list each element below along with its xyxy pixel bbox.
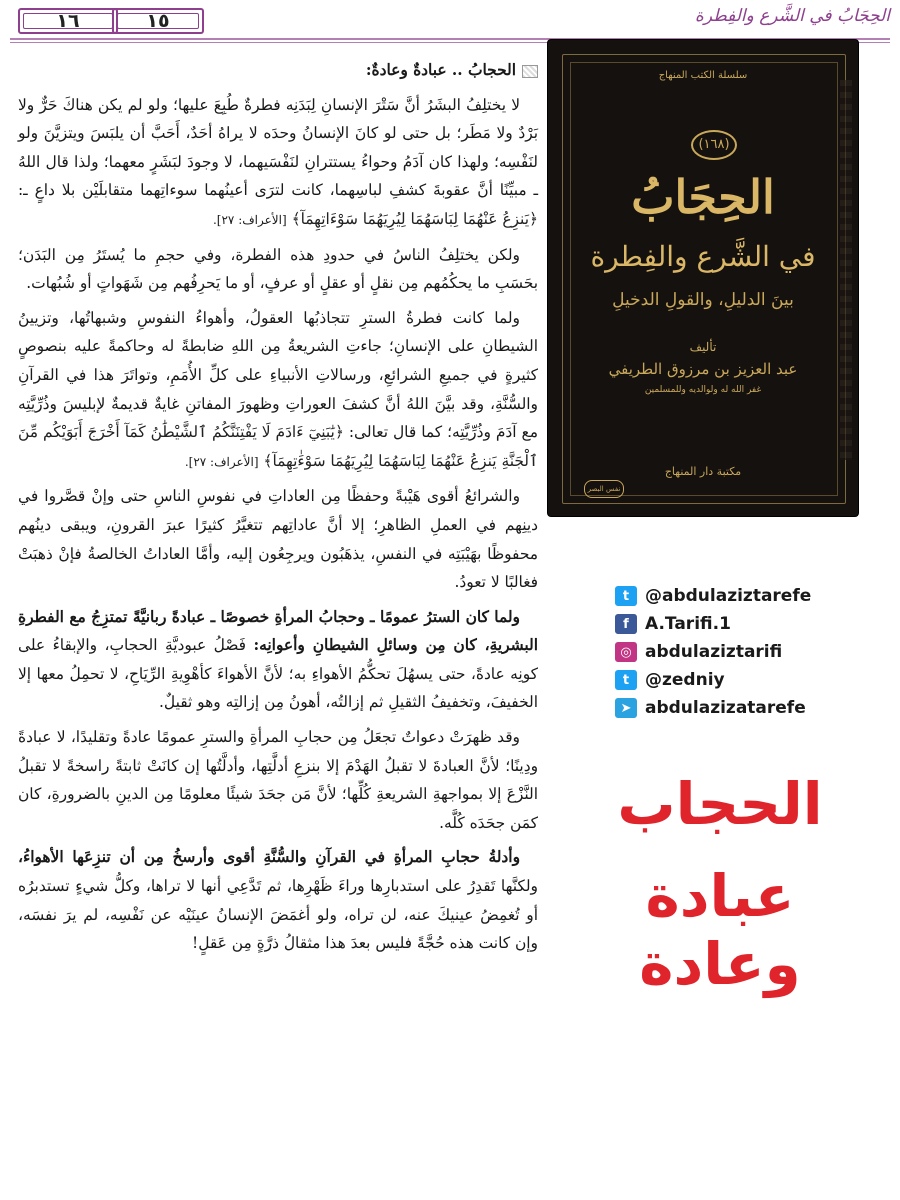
page-number-left-text: ١٦ (56, 10, 80, 32)
paragraph-5-text: فَصْلُ عبوديَّةِ الحجابِ، والإبقاءُ على كونِه عادةً، حتى يسهُلَ تحكُّمُ الأهواءِ به؛ لأنَّ الأهواءَ كأهْوِيةِ الرِّيَاحِ، لا تحمِلُ معها إلا الخفيفَ، وتخفيفُ الثقيلِ ثم إزالتُه، أهونُ مِن إزالتِه وهو ثقيلٌ. (18, 636, 538, 712)
twitter-icon: t (615, 670, 637, 690)
cover-author: عبد العزيز بن مرزوق الطريفي (608, 360, 798, 378)
social-row-instagram[interactable] (615, 639, 885, 665)
instagram-icon: ◎ (615, 642, 637, 662)
facebook-icon: f (615, 614, 637, 634)
caption-line-1: الحجاب (617, 770, 823, 838)
paragraph-4: والشرائعُ أقوى هَيْبةً وحفظًا مِن العاداتِ في نفوسِ الناسِ حتى وإنْ قصَّروا في دينِهم في العملِ الظاهرِ؛ إلا أنَّ عاداتِهم تتغيَّرُ كثيرًا عبرَ القرونِ، ويبقى دينُهم محفوظًا بهَيْبَتِه في النفسِ، يذهَبُون ويرجِعُون إليه، وأمَّا العاداتُ الخالصةُ فإنْ ذهبَتْ فغالبًا لا تعودُ. (18, 487, 538, 592)
verse-2: ﴿يَٰبَنِيٓ ءَادَمَ لَا يَفْتِنَنَّكُمُ ٱلشَّيْطَٰنُ كَمَآ أَخْرَجَ أَبَوَيْكُم مِّنَ ٱلْجَنَّةِ يَنزِعُ عَنْهُمَا لِبَاسَهُمَا لِيُرِيَهُمَا سَوْءَٰتِهِمَآ﴾ (18, 423, 538, 470)
paragraph-5-bold: ولما كان السترُ عمومًا ـ وحجابُ المرأةِ خصوصًا ـ عبادةً ربانيَّةً تمتزِجُ مع الفطرةِ البشريةِ، كان مِن وسائلِ الشيطانِ وأعوانِه: (18, 607, 539, 655)
social-row-twitter-2[interactable] (615, 667, 885, 693)
paragraph-5 (18, 603, 538, 717)
twitter-icon: t (615, 586, 637, 606)
social-row-telegram[interactable] (615, 695, 885, 721)
page-number-left (18, 8, 118, 34)
twitter-handle[interactable]: @abdulaziztarefe (645, 586, 812, 606)
section-marker-icon (522, 65, 538, 78)
cover-author-info: غفر الله له ولوالديه وللمسلمين (644, 385, 762, 395)
facebook-handle[interactable]: A.Tarifi.1 (645, 614, 731, 634)
paragraph-3 (18, 304, 538, 477)
section-heading-text: الحجابُ .. عبادةٌ وعادةٌ: (365, 61, 516, 79)
cover-series: سلسلة الكتب المنهاج (658, 70, 748, 81)
verse-ref-1: [الأعراف: ٢٧]. (212, 212, 287, 227)
cover-publisher: مكتبة دار المنهاج (664, 465, 742, 478)
cover-title: الحِجَابُ (631, 170, 775, 224)
caption-line-2: عبادة وعادة (639, 862, 801, 998)
social-row-twitter[interactable] (615, 583, 885, 609)
social-row-facebook[interactable] (615, 611, 885, 637)
cover-subtitle-2: بينَ الدليلِ، والقولِ الدخيلِ (612, 290, 794, 310)
instagram-handle[interactable]: abdulaziztarifi (645, 642, 783, 662)
section-heading (18, 56, 538, 85)
cover-frame-inner (570, 62, 838, 496)
page-number-right-text: ١٥ (146, 10, 170, 32)
paragraph-7-text: ولكنَّها تَقدِرُ على استدبارِها وراءَ ظَهْرِها، ثم تَدَّعِي أنها لا تراها، وكلُّ شيءٍ تستدبرُه أو تُغمِضُ عينيكَ عنه، لن تراه، ولو أغمَضَ الإنسانُ عينَيْه عن نَفْسِه، لم يرَ نفسَه، وإن كانت هذه حُجَّةً فليس بعدَ هذا مثقالُ ذرَّةٍ مِن عَقلٍ! (18, 877, 538, 953)
telegram-handle[interactable]: abdulazizatarefe (645, 698, 806, 718)
paragraph-3-text: ولما كانت فطرةُ السترِ تتجاذبُها العقولُ، وأهواءُ النفوسِ وشبهاتُها، وتزيينُ الشيطانِ على الإنسانِ؛ جاءتِ الشريعةُ مِن اللهِ ضابطةً له وحاكمةً عليه بنصوصٍ كثيرةٍ في جميعِ الشرائعِ، ورسالاتِ الأنبياءِ على كلِّ الأُمَمِ، وتواتَرَ هذا في القرآنِ والسُّنَّةِ، وقد بيَّنَ اللهُ أنَّ كشفَ العوراتِ وظهورَ المفاتنِ غايةٌ قديمةٌ لإبليسَ وذُرِّيَّتِه مع آدَمَ وذُرِّيَّتِه؛ كما قال تعالى: (18, 308, 538, 442)
paragraph-6: وقد ظهرَتْ دعواتٌ تجعَلُ مِن حجابِ المرأةِ والسترِ عمومًا عادةً وتقليدًا، لا عبادةً ودِينًا؛ لأنَّ العبادةَ لا تقبلُ الهَدْمَ إلا بنزعِ أدلَّتِها، وأدلَّتُها إن كانَتْ ثابتةً راسخةً لا تقبلُ النَّزْعَ إلا بمواجهةِ الشريعةِ كُلِّها؛ لأنَّ مَن جحَدَ شيئًا معلومًا مِن الدينِ بالضرورةِ، كان كمَن جحَدَه كُلَّه. (18, 728, 538, 832)
cover-badge: نفس البصر (584, 480, 624, 498)
verse-ref-2: [الأعراف: ٢٧]. (184, 454, 259, 469)
twitter-handle-2[interactable]: @zedniy (645, 670, 725, 690)
social-links (615, 583, 885, 723)
cover-number: (١٦٨) (691, 130, 737, 160)
book-cover (548, 40, 858, 516)
telegram-icon: ➤ (615, 698, 637, 718)
paragraph-7 (18, 843, 538, 957)
page-header (0, 0, 900, 44)
cover-subtitle: في الشَّرع والفِطرة (590, 240, 816, 273)
page-number-right (112, 8, 204, 34)
paragraph-1 (18, 91, 538, 235)
cover-author-label: تأليف (689, 340, 717, 354)
paragraph-7-bold: وأدلةُ حجابِ المرأةِ في القرآنِ والسُّنَّةِ أقوى وأرسخُ مِن أن تنزِعَها الأهواءُ، (18, 848, 520, 867)
paragraph-1-text: لا يختلِفُ البشَرُ أنَّ سَتْرَ الإنسانِ لِبَدَنِه فطرةٌ طُبِعَ عليها؛ ولو لم يكن هناكَ حَرٌّ ولا بَرْدٌ ولا مَطَر؛ بل حتى لو كانَ الإنسانُ وحدَه لا يراهُ أحَدٌ، أَحَبَّ أن يلبَسَ ويتزيَّنَ ولو لنَفْسِه؛ ولهذا كان آدَمُ وحواءُ يستترانِ لنَفْسَيهما، لا وجودَ لبَشَرٍ معهما؛ ولذا قال اللهُ ـ مبيِّنًا أنَّ عقوبةَ كشفِ لباسِهما، كانت لترَى أعينُهما سوءاتِهما متقابلَيْن بلا داعٍ ـ: (18, 95, 538, 200)
body-text (18, 56, 538, 1196)
paragraph-2: ولكن يختلِفُ الناسُ في حدودِ هذه الفطرة، وفي حجمِ ما يُستَرُ مِن البَدَن؛ بحَسَبِ ما يحكُمُهم مِن نقلٍ أو عقلٍ أو عرفٍ، أو ما يَحرِفُهم مِن شَهَواتٍ أو شُبُهات. (18, 245, 538, 293)
running-head: الحِجَابُ في الشَّرع والفِطرة (694, 6, 890, 26)
verse-1: ﴿يَنزِعُ عَنْهُمَا لِبَاسَهُمَا لِيُرِيَهُمَا سَوْءَاتِهِمَآ﴾ (291, 209, 538, 228)
